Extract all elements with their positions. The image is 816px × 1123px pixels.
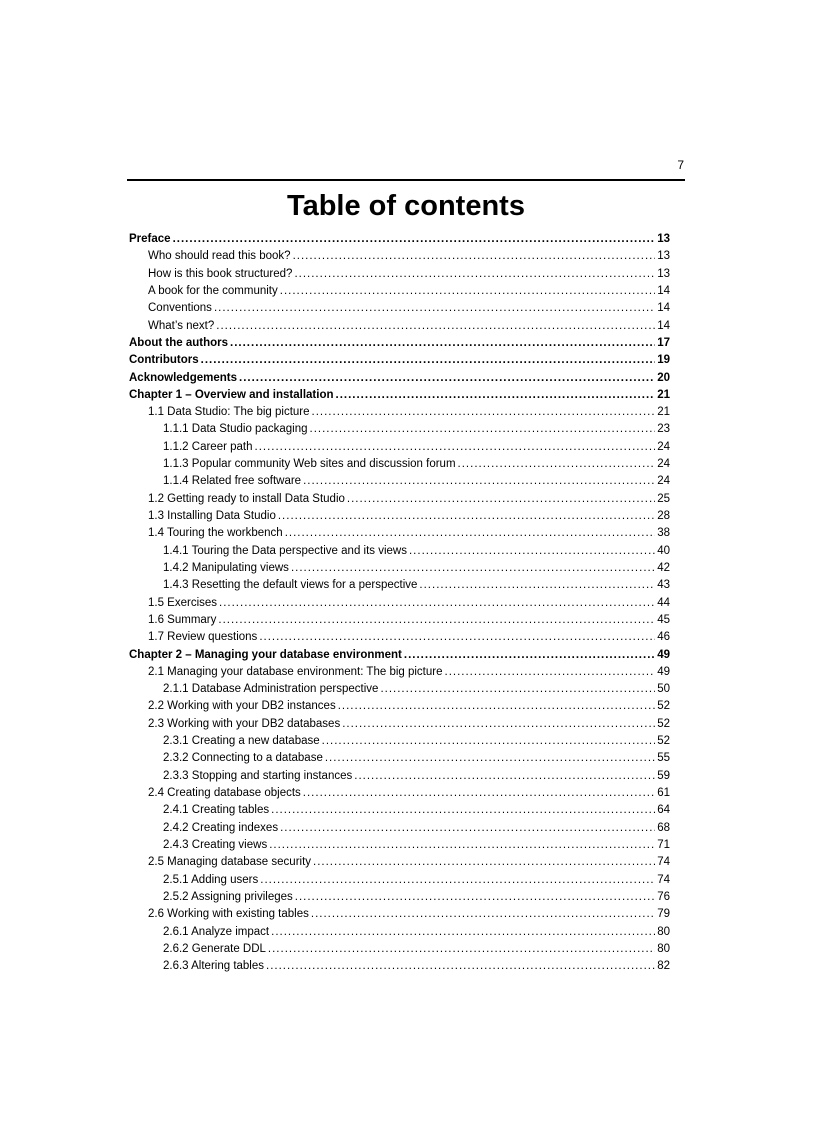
- toc-dot-leader: [268, 941, 655, 958]
- toc-entry-title: 2.6.3 Altering tables: [163, 960, 265, 973]
- toc-entry-title: 1.1.2 Career path: [163, 440, 253, 453]
- toc-dot-leader: [280, 820, 655, 837]
- toc-dot-leader: [294, 266, 655, 283]
- toc-entry: [129, 716, 670, 733]
- toc-entry: [129, 612, 670, 629]
- toc-entry-page: 43: [657, 579, 670, 592]
- toc-entry-title: 1.1 Data Studio: The big picture: [148, 406, 310, 419]
- toc-entry-page: 50: [657, 683, 670, 696]
- toc-entry-title: 2.3.3 Stopping and starting instances: [163, 769, 353, 782]
- toc-dot-leader: [266, 958, 655, 975]
- toc-entry-title: About the authors: [129, 336, 229, 349]
- toc-entry-title: 2.1.1 Database Administration perspective: [163, 683, 379, 696]
- toc-entry: [129, 820, 670, 837]
- toc-dot-leader: [419, 577, 655, 594]
- toc-entry-page: 20: [657, 371, 670, 384]
- toc-dot-leader: [239, 370, 655, 387]
- toc-entry-page: 74: [657, 856, 670, 869]
- toc-dot-leader: [219, 595, 655, 612]
- toc-entry: [129, 906, 670, 923]
- toc-dot-leader: [259, 629, 655, 646]
- toc-entry-title: 1.4.1 Touring the Data perspective and its views: [163, 544, 407, 557]
- toc-dot-leader: [216, 318, 655, 335]
- toc-entry-page: 14: [657, 284, 670, 297]
- toc-entry-page: 76: [657, 890, 670, 903]
- toc-dot-leader: [201, 352, 656, 369]
- toc-entry-page: 55: [657, 752, 670, 765]
- toc-dot-leader: [325, 750, 655, 767]
- page-title: Table of contents: [287, 190, 525, 222]
- toc-entry-title: Chapter 1 – Overview and installation: [129, 388, 334, 401]
- toc-dot-leader: [271, 924, 655, 941]
- toc-entry-title: Preface: [129, 233, 171, 245]
- toc-entry-page: 49: [657, 648, 670, 661]
- toc-entry-page: 13: [657, 233, 670, 245]
- table-of-contents: [129, 231, 670, 975]
- toc-entry: [129, 924, 670, 941]
- toc-entry-title: Acknowledgements: [129, 371, 237, 384]
- toc-entry-title: 1.4 Touring the workbench: [148, 527, 283, 540]
- toc-entry-page: 61: [657, 787, 670, 799]
- toc-entry: [129, 889, 670, 906]
- toc-entry-page: 21: [657, 388, 670, 401]
- toc-dot-leader: [458, 456, 656, 473]
- toc-entry: [129, 335, 670, 352]
- toc-entry: [129, 872, 670, 889]
- toc-entry: [129, 941, 670, 958]
- toc-entry-page: 45: [657, 613, 670, 626]
- toc-entry-title: 1.1.4 Related free software: [163, 475, 302, 488]
- toc-entry-title: 2.5.2 Assigning privileges: [163, 890, 293, 903]
- toc-entry-page: 82: [657, 960, 670, 973]
- toc-dot-leader: [322, 733, 656, 750]
- toc-entry: [129, 629, 670, 646]
- page-number: 7: [677, 158, 684, 172]
- toc-entry: [129, 577, 670, 594]
- toc-entry-title: Who should read this book?: [148, 250, 291, 263]
- toc-dot-leader: [280, 283, 655, 300]
- toc-entry: [129, 543, 670, 560]
- toc-entry: [129, 231, 670, 248]
- toc-dot-leader: [173, 231, 656, 248]
- toc-entry-title: 1.1.3 Popular community Web sites and discussion forum: [163, 458, 456, 471]
- toc-entry-page: 40: [657, 544, 670, 557]
- toc-entry: [129, 768, 670, 785]
- toc-entry-title: 2.4.2 Creating indexes: [163, 821, 279, 834]
- toc-entry-page: 21: [657, 406, 670, 419]
- toc-entry-page: 24: [657, 475, 670, 488]
- toc-entry-page: 80: [657, 925, 670, 938]
- toc-entry: [129, 560, 670, 577]
- toc-entry-page: 14: [657, 319, 670, 332]
- toc-entry-title: 2.1 Managing your database environment: The big picture: [148, 665, 443, 678]
- toc-entry-title: 2.3.2 Connecting to a database: [163, 752, 323, 765]
- toc-entry: [129, 421, 670, 438]
- toc-entry-title: 2.6.1 Analyze impact: [163, 925, 270, 938]
- toc-dot-leader: [269, 837, 655, 854]
- toc-entry-title: Chapter 2 – Managing your database environment: [129, 648, 402, 661]
- toc-entry-title: 1.5 Exercises: [148, 596, 218, 609]
- toc-dot-leader: [214, 300, 655, 317]
- toc-entry-page: 25: [657, 492, 670, 505]
- toc-entry: [129, 664, 670, 681]
- toc-entry-title: 2.3.1 Creating a new database: [163, 735, 320, 748]
- toc-entry-title: 2.6.2 Generate DDL: [163, 942, 266, 955]
- toc-entry-page: 52: [657, 717, 670, 730]
- toc-entry-title: A book for the community: [148, 284, 278, 297]
- toc-dot-leader: [354, 768, 655, 785]
- toc-dot-leader: [230, 335, 655, 352]
- toc-entry: [129, 681, 670, 698]
- toc-dot-leader: [310, 421, 656, 438]
- toc-entry: [129, 958, 670, 975]
- toc-entry-page: 17: [657, 336, 670, 349]
- toc-entry-title: 2.5.1 Adding users: [163, 873, 259, 886]
- toc-dot-leader: [291, 560, 655, 577]
- toc-entry-page: 74: [657, 873, 670, 886]
- toc-dot-leader: [303, 473, 655, 490]
- toc-entry-title: 1.7 Review questions: [148, 631, 258, 644]
- toc-entry-title: 1.4.2 Manipulating views: [163, 561, 289, 574]
- toc-entry: [129, 837, 670, 854]
- toc-entry: [129, 266, 670, 283]
- toc-entry-page: 59: [657, 769, 670, 782]
- toc-dot-leader: [342, 716, 655, 733]
- toc-entry-page: 46: [657, 631, 670, 644]
- toc-entry: [129, 733, 670, 750]
- toc-entry-title: 1.2 Getting ready to install Data Studio: [148, 492, 345, 505]
- toc-entry: [129, 352, 670, 369]
- toc-dot-leader: [445, 664, 656, 681]
- toc-entry-page: 49: [657, 665, 670, 678]
- toc-entry: [129, 854, 670, 871]
- toc-entry-page: 24: [657, 458, 670, 471]
- toc-entry: [129, 491, 670, 508]
- toc-entry-page: 38: [657, 527, 670, 540]
- toc-entry-page: 14: [657, 302, 670, 315]
- toc-dot-leader: [312, 404, 656, 421]
- toc-dot-leader: [218, 612, 655, 629]
- toc-dot-leader: [303, 785, 655, 802]
- toc-entry-title: 1.3 Installing Data Studio: [148, 510, 276, 522]
- toc-entry-title: Conventions: [148, 302, 212, 315]
- toc-entry-page: 44: [657, 596, 670, 609]
- toc-entry: [129, 283, 670, 300]
- toc-entry-page: 79: [657, 908, 670, 921]
- toc-entry-page: 52: [657, 700, 670, 713]
- toc-dot-leader: [338, 698, 655, 715]
- toc-entry: [129, 439, 670, 456]
- toc-entry-page: 13: [657, 250, 670, 263]
- toc-entry: [129, 248, 670, 265]
- toc-entry-title: What’s next?: [148, 319, 215, 332]
- toc-dot-leader: [409, 543, 655, 560]
- toc-dot-leader: [271, 802, 655, 819]
- toc-dot-leader: [380, 681, 655, 698]
- toc-entry-page: 19: [657, 354, 670, 367]
- toc-entry: [129, 698, 670, 715]
- toc-dot-leader: [278, 508, 655, 525]
- toc-dot-leader: [336, 387, 656, 404]
- toc-entry: [129, 785, 670, 802]
- toc-entry-page: 71: [657, 838, 670, 851]
- toc-entry: [129, 473, 670, 490]
- toc-dot-leader: [260, 872, 655, 889]
- toc-entry-page: 24: [657, 440, 670, 453]
- toc-entry-page: 64: [657, 804, 670, 817]
- toc-entry: [129, 300, 670, 317]
- toc-entry: [129, 525, 670, 542]
- toc-entry-title: Contributors: [129, 354, 199, 367]
- toc-entry-page: 68: [657, 821, 670, 834]
- toc-entry-title: 2.4.3 Creating views: [163, 838, 268, 851]
- toc-dot-leader: [295, 889, 655, 906]
- toc-entry: [129, 750, 670, 767]
- toc-entry-page: 28: [657, 510, 670, 522]
- toc-dot-leader: [285, 525, 656, 542]
- toc-dot-leader: [255, 439, 656, 456]
- toc-dot-leader: [347, 491, 655, 508]
- toc-entry-page: 80: [657, 942, 670, 955]
- toc-entry: [129, 370, 670, 387]
- toc-dot-leader: [313, 854, 655, 871]
- header-rule: [127, 179, 685, 181]
- toc-entry-page: 23: [657, 423, 670, 436]
- toc-entry-page: 42: [657, 561, 670, 574]
- toc-entry-title: 1.4.3 Resetting the default views for a perspective: [163, 579, 418, 592]
- toc-dot-leader: [293, 248, 656, 265]
- toc-entry-title: 2.4.1 Creating tables: [163, 804, 270, 817]
- toc-entry-title: 2.5 Managing database security: [148, 856, 312, 869]
- toc-entry: [129, 595, 670, 612]
- toc-dot-leader: [311, 906, 655, 923]
- toc-entry: [129, 802, 670, 819]
- toc-entry-title: 2.3 Working with your DB2 databases: [148, 717, 341, 730]
- toc-entry: [129, 647, 670, 664]
- toc-entry: [129, 456, 670, 473]
- toc-entry-page: 52: [657, 735, 670, 748]
- toc-entry: [129, 404, 670, 421]
- toc-entry-title: 1.1.1 Data Studio packaging: [163, 423, 308, 436]
- toc-entry-page: 13: [657, 267, 670, 280]
- toc-entry-title: 2.4 Creating database objects: [148, 787, 301, 799]
- toc-entry-title: How is this book structured?: [148, 267, 293, 280]
- toc-entry: [129, 387, 670, 404]
- toc-dot-leader: [404, 647, 655, 664]
- toc-entry: [129, 318, 670, 335]
- toc-entry-title: 1.6 Summary: [148, 613, 217, 626]
- toc-entry-title: 2.6 Working with existing tables: [148, 908, 309, 921]
- toc-entry-title: 2.2 Working with your DB2 instances: [148, 700, 336, 713]
- toc-entry: [129, 508, 670, 525]
